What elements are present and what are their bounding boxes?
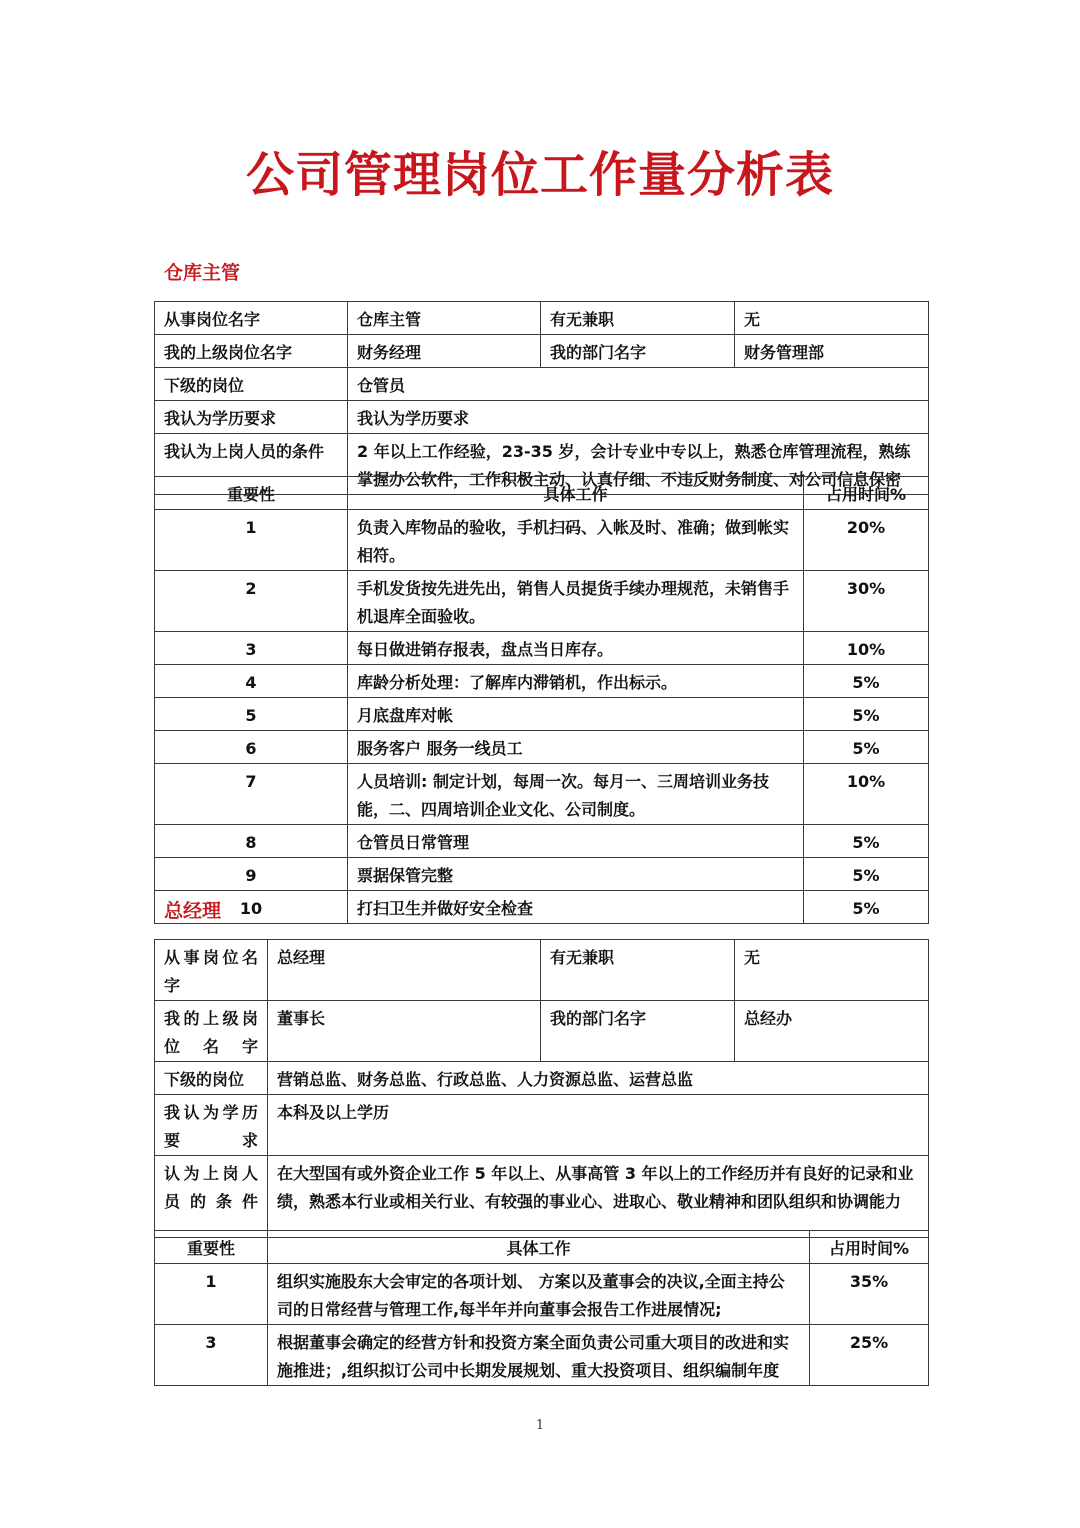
table-row xyxy=(155,1095,929,1156)
label-cell: 我的上级岗位名字 xyxy=(155,1001,268,1062)
work-cell: 仓管员日常管理 xyxy=(348,825,804,858)
label-cell: 下级的岗位 xyxy=(155,368,348,401)
label-cell: 有无兼职 xyxy=(541,940,735,1001)
value-cell: 财务经理 xyxy=(348,335,541,368)
importance-cell: 5 xyxy=(155,698,348,731)
table-row xyxy=(155,1156,929,1238)
table-row xyxy=(155,940,929,1001)
work-cell: 库龄分析处理：了解库内滞销机，作出标示。 xyxy=(348,665,804,698)
work-cell: 手机发货按先进先出，销售人员提货手续办理规范，未销售手机退库全面验收。 xyxy=(348,571,804,632)
table-row xyxy=(155,510,929,571)
value-cell: 董事长 xyxy=(268,1001,541,1062)
table-row xyxy=(155,858,929,891)
work-cell: 票据保管完整 xyxy=(348,858,804,891)
value-cell: 总经理 xyxy=(268,940,541,1001)
label-cell: 从事岗位名字 xyxy=(155,940,268,1001)
table-row xyxy=(155,698,929,731)
label-cell: 下级的岗位 xyxy=(155,1062,268,1095)
value-cell: 本科及以上学历 xyxy=(268,1095,929,1156)
importance-cell: 10 xyxy=(155,891,348,924)
value-cell: 营销总监、财务总监、行政总监、人力资源总监、运营总监 xyxy=(268,1062,929,1095)
time-cell: 5% xyxy=(804,891,929,924)
time-cell: 5% xyxy=(804,858,929,891)
time-cell: 5% xyxy=(804,731,929,764)
importance-cell: 2 xyxy=(155,571,348,632)
value-cell: 财务管理部 xyxy=(735,335,929,368)
time-cell: 35% xyxy=(810,1264,929,1325)
table-row xyxy=(155,891,929,924)
importance-cell: 3 xyxy=(155,1325,268,1386)
work-cell: 人员培训: 制定计划，每周一次。每月一、三周培训业务技能，二、四周培训企业文化、公司制度。 xyxy=(348,764,804,825)
table-row xyxy=(155,335,929,368)
table-row xyxy=(155,1264,929,1325)
label-cell: 我的上级岗位名字 xyxy=(155,335,348,368)
label-cell: 我认为学历要求 xyxy=(155,401,348,434)
importance-cell: 8 xyxy=(155,825,348,858)
label-cell: 我认为学历要求 xyxy=(155,1095,268,1156)
table-row xyxy=(155,368,929,401)
table-header-row xyxy=(155,1231,929,1264)
work-cell: 组织实施股东大会审定的各项计划、 方案以及董事会的决议,全面主持公司的日常经营与管理工作,每半年并向董事会报告工作进展情况; xyxy=(268,1264,810,1325)
table-row xyxy=(155,764,929,825)
time-cell: 10% xyxy=(804,764,929,825)
label-cell: 认为上岗人员的条件 xyxy=(155,1156,268,1238)
table-row xyxy=(155,302,929,335)
column-header-work: 具体工作 xyxy=(348,477,804,510)
section-heading-warehouse: 仓库主管 xyxy=(164,262,241,284)
general-manager-task-table xyxy=(154,1230,929,1386)
value-cell: 无 xyxy=(735,940,929,1001)
page-number: 1 xyxy=(535,1418,545,1433)
column-header-importance: 重要性 xyxy=(155,477,348,510)
importance-cell: 1 xyxy=(155,510,348,571)
time-cell: 5% xyxy=(804,698,929,731)
time-cell: 25% xyxy=(810,1325,929,1386)
warehouse-info-table xyxy=(154,301,929,495)
table-row xyxy=(155,632,929,665)
table-row xyxy=(155,401,929,434)
time-cell: 20% xyxy=(804,510,929,571)
importance-cell: 6 xyxy=(155,731,348,764)
column-header-work: 具体工作 xyxy=(268,1231,810,1264)
work-cell: 打扫卫生并做好安全检查 xyxy=(348,891,804,924)
value-cell: 仓管员 xyxy=(348,368,929,401)
table-row xyxy=(155,1325,929,1386)
table-row xyxy=(155,1062,929,1095)
general-manager-info-table xyxy=(154,939,929,1238)
table-row xyxy=(155,1001,929,1062)
table-row xyxy=(155,571,929,632)
table-header-row xyxy=(155,477,929,510)
importance-cell: 9 xyxy=(155,858,348,891)
importance-cell: 1 xyxy=(155,1264,268,1325)
table-row xyxy=(155,825,929,858)
importance-cell: 7 xyxy=(155,764,348,825)
value-cell: 2 年以上工作经验，23-35 岁，会计专业中专以上，熟悉仓库管理流程，熟练掌握办公软件，工作积极主动、认真仔细、不违反财务制度、对公司信息保密 xyxy=(348,434,929,495)
label-cell: 我的部门名字 xyxy=(541,335,735,368)
label-cell: 我认为上岗人员的条件 xyxy=(155,434,348,495)
label-cell: 我的部门名字 xyxy=(541,1001,735,1062)
column-header-time: 占用时间% xyxy=(810,1231,929,1264)
value-cell: 无 xyxy=(735,302,929,335)
value-cell: 在大型国有或外资企业工作 5 年以上、从事高管 3 年以上的工作经历并有良好的记录和业绩，熟悉本行业或相关行业、有较强的事业心、进取心、敬业精神和团队组织和协调能力 xyxy=(268,1156,929,1238)
label-cell: 有无兼职 xyxy=(541,302,735,335)
time-cell: 5% xyxy=(804,825,929,858)
value-cell: 我认为学历要求 xyxy=(348,401,929,434)
work-cell: 根据董事会确定的经营方针和投资方案全面负责公司重大项目的改进和实施推进；,组织拟订公司中长期发展规划、重大投资项目、组织编制年度 xyxy=(268,1325,810,1386)
work-cell: 服务客户 服务一线员工 xyxy=(348,731,804,764)
importance-cell: 3 xyxy=(155,632,348,665)
table-row xyxy=(155,731,929,764)
column-header-importance: 重要性 xyxy=(155,1231,268,1264)
value-cell: 仓库主管 xyxy=(348,302,541,335)
time-cell: 10% xyxy=(804,632,929,665)
column-header-time: 占用时间% xyxy=(804,477,929,510)
time-cell: 5% xyxy=(804,665,929,698)
value-cell: 总经办 xyxy=(735,1001,929,1062)
importance-cell: 4 xyxy=(155,665,348,698)
section-heading-general-manager: 总经理 xyxy=(164,900,222,922)
page-title: 公司管理岗位工作量分析表 xyxy=(245,147,834,203)
work-cell: 负责入库物品的验收，手机扫码、入帐及时、准确；做到帐实相符。 xyxy=(348,510,804,571)
time-cell: 30% xyxy=(804,571,929,632)
work-cell: 月底盘库对帐 xyxy=(348,698,804,731)
warehouse-task-table xyxy=(154,476,929,924)
table-row xyxy=(155,665,929,698)
label-cell: 从事岗位名字 xyxy=(155,302,348,335)
work-cell: 每日做进销存报表，盘点当日库存。 xyxy=(348,632,804,665)
